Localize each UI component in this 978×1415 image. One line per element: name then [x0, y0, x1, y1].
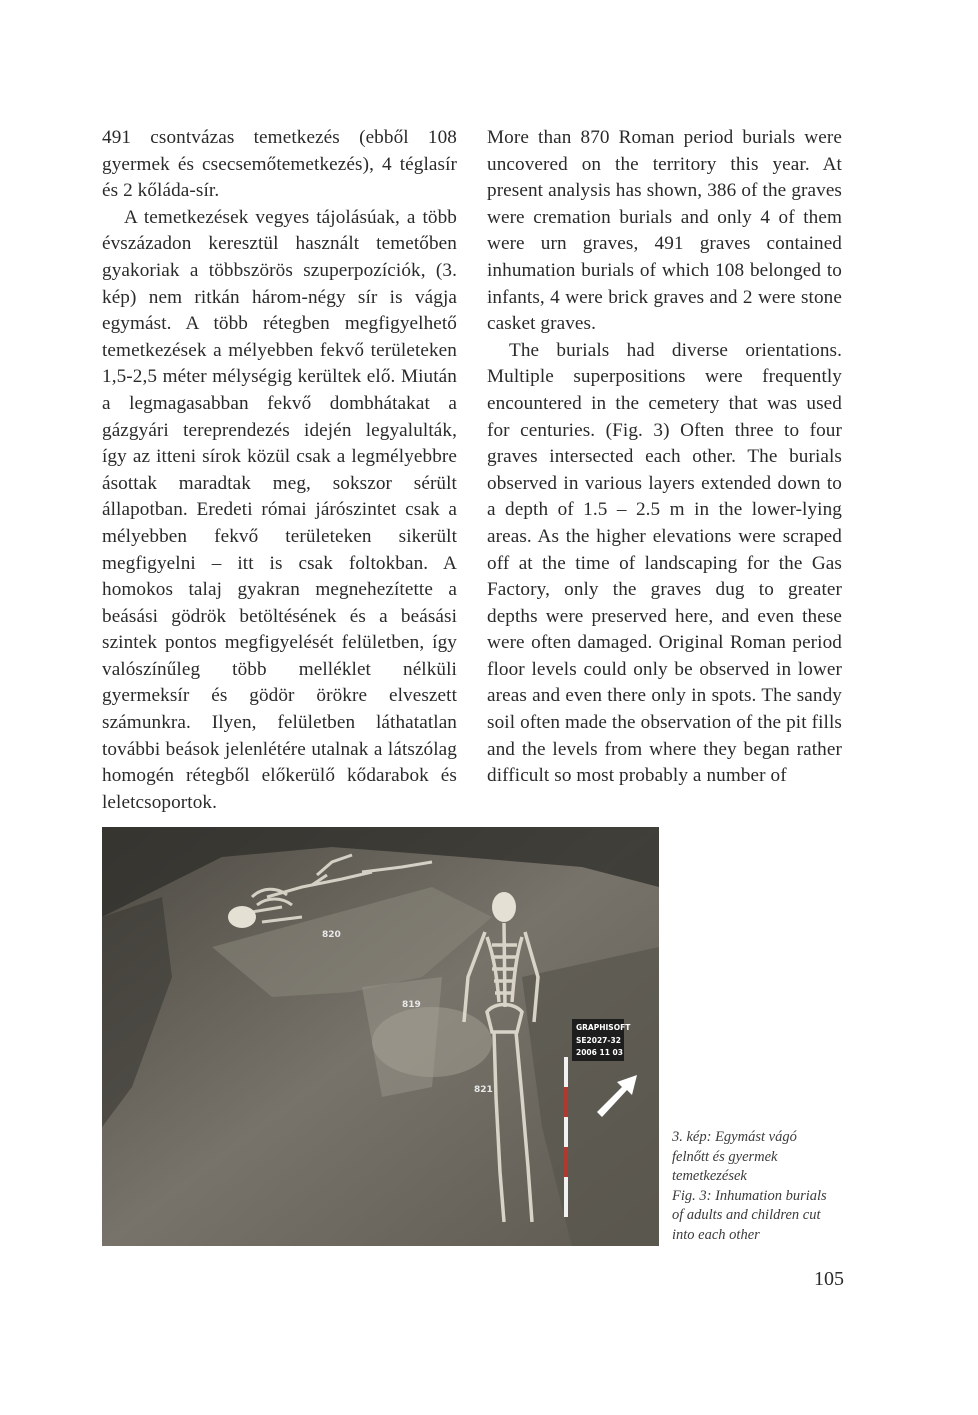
grave-label: 819: [402, 1000, 421, 1010]
caption-line: Fig. 3: Inhumation burials: [672, 1187, 827, 1204]
caption-line: of adults and children cut: [672, 1207, 821, 1223]
english-paragraph: More than 870 Roman period burials were uncovered on the territory this year. At present analysis has shown, 386 of the graves were cremation burials and only 4 of them were urn graves, 491 graves contained inhumation burials of which 108 belonged to infants, 4 were brick graves and 2 were stone casket graves.: [487, 127, 842, 335]
grave-label: 820: [322, 930, 341, 940]
page-number: 105: [814, 1268, 844, 1290]
board-line: GRAPHISOFT: [576, 1023, 631, 1032]
caption-line: felnőtt és gyermek: [672, 1148, 778, 1165]
board-line: SE2027-32: [576, 1036, 621, 1045]
excavation-photo: [102, 827, 659, 1246]
excavation-photo-illustration: [102, 827, 659, 1246]
hungarian-paragraph: 491 csontvázas temetkezés (ebből 108 gyermek és csecsemőtemetkezés), 4 téglasír és 2 kőláda-sír.: [102, 127, 457, 202]
board-line: 2006 11 03: [576, 1048, 623, 1057]
hungarian-paragraph: A temetkezések vegyes tájolásúak, a több évszázadon keresztül használt temetőben gyakoriak a többszörös szuperpozíciók, (3. kép) nem ritkán három-négy sír is vágja egymást. A több rétegben megfigyelhető temetkezések a mélyebben fekvő területeken 1,5-2,5 méter mélységig kerültek elő. Miután a legmagasabban fekvő dombhátakat a gázgyári tereprendezés idején legyalulták, így az itteni sírok közül csak a legmélyebbre ásottak maradtak meg, sokszor sérült állapotban. Eredeti római járószintet csak a mélyebben fekvő területeken sikerült megfigyelni – itt is csak foltokban. A homokos talaj gyakran megnehezítette a beásási gödrök betöltésének és a beásási szintek pontos megfigyelését felületben, így valószínűleg több melléklet nélküli gyermeksír és gödör örökre elveszett számunkra. Ilyen, felületben láthatatlan további beások jelenlétére utalnak a látszólag homogén rétegből előkerülő kődarabok és leletcsoportok.: [102, 206, 457, 813]
grave-label: 821: [474, 1085, 493, 1095]
english-text-column: [487, 125, 842, 790]
english-paragraph: The burials had diverse orientations. Multiple superpositions were frequently encountered in the cemetery that was used for centuries. (Fig. 3) Often three to four graves intersected each other. The burials observed in various layers extended down to a depth of 1.5 – 2.5 m in the lower-lying areas. As the higher elevations were scraped off at the time of landscaping for the Gas Factory, only the graves dug to greater depths were preserved here, and even these were often damaged. Original Roman period floor levels could only be observed in lower areas and even there only in spots. The sandy soil often made the observation of the pit fills and the levels from where they began rather difficult so most probably a number of: [487, 339, 842, 787]
hungarian-text-column: [102, 125, 457, 816]
caption-line: 3. kép: Egymást vágó: [672, 1129, 797, 1145]
figure-caption: [672, 1128, 862, 1245]
caption-line: into each other: [672, 1226, 760, 1243]
caption-line: temetkezések: [672, 1168, 747, 1184]
